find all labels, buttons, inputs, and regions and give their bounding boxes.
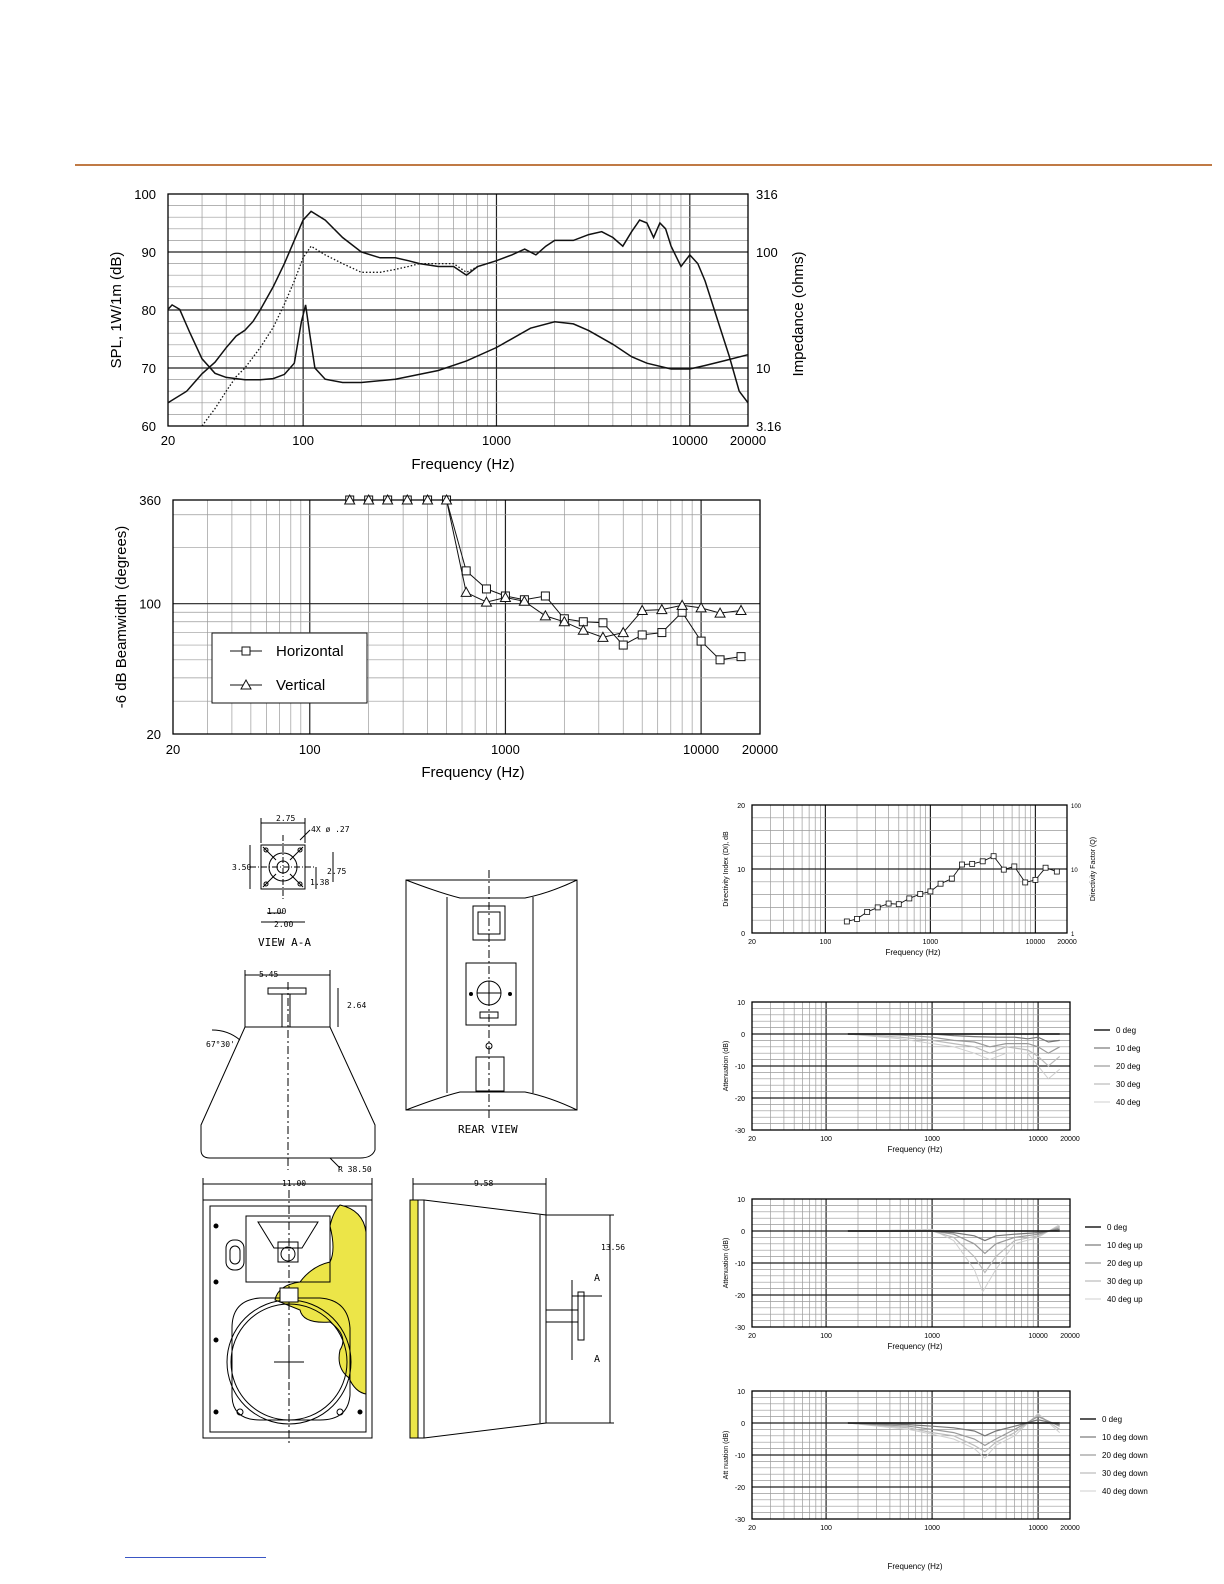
data-point-square: [638, 631, 646, 639]
top-view-labels: [206, 970, 372, 1174]
y2-tick-label: 100: [1071, 804, 1082, 810]
y2-axis-label: Directivity Factor (Q): [1090, 836, 1097, 902]
data-point-square: [1023, 880, 1028, 885]
legend-label: 10 deg up: [1107, 1241, 1143, 1250]
data-point-square: [1001, 867, 1006, 872]
legend-label: 0 deg: [1107, 1223, 1128, 1232]
legend-label: 10 deg: [1116, 1044, 1141, 1053]
data-point-square: [855, 916, 860, 921]
data-point-square: [960, 862, 965, 867]
data-point-triangle: [677, 600, 687, 609]
label-plate: [476, 1057, 504, 1091]
y2-axis-label: Impedance (ohms): [790, 251, 807, 377]
data-point-square: [541, 592, 549, 600]
x-tick-label: 20000: [1060, 1525, 1080, 1532]
dim-text: 9.58: [474, 1179, 494, 1188]
x-axis-label: Frequency (Hz): [411, 456, 515, 473]
data-point-triangle: [461, 587, 471, 596]
y2-tick-label: 316: [756, 187, 778, 202]
side-view-labels: [474, 1179, 625, 1365]
data-point-square: [896, 902, 901, 907]
legend-label: 0 deg: [1116, 1026, 1137, 1035]
x-axis-label: Frequency (Hz): [887, 1342, 943, 1351]
x-tick-label: 100: [820, 1136, 832, 1143]
legend: [1080, 1415, 1148, 1496]
dim-text: 13.56: [601, 1243, 626, 1252]
legend: [1085, 1223, 1143, 1304]
x-tick-label: 1000: [924, 1333, 940, 1340]
bracket-arm: [282, 994, 290, 1027]
legend-label: 30 deg down: [1102, 1469, 1148, 1478]
dim-text: 1.00: [267, 907, 287, 916]
y-tick-label: -20: [734, 1293, 745, 1300]
x-tick-label: 20000: [729, 433, 767, 448]
data-point-square: [462, 567, 470, 575]
x-tick-label: 10000: [1028, 1136, 1048, 1143]
x-tick-label: 1000: [924, 1136, 940, 1143]
y2-tick-label: 3.16: [756, 419, 782, 434]
y-axis-label: Att nuation (dB): [723, 1430, 730, 1480]
y-tick-label: -20: [734, 1485, 745, 1492]
y-tick-label: 0: [741, 1229, 745, 1236]
legend-label: 40 deg up: [1107, 1295, 1143, 1304]
dim-text: 2.64: [347, 1001, 367, 1010]
x-tick-label: 20000: [1057, 939, 1077, 946]
y-axis-label: -6 dB Beamwidth (degrees): [113, 525, 130, 709]
data-point-square: [619, 641, 627, 649]
dim-text: 3.50: [232, 863, 252, 872]
y-axis-label: Directivity Index (DI), dB: [723, 831, 730, 907]
legend: [212, 633, 367, 703]
x-tick-label: 10000: [1028, 1333, 1048, 1340]
grille-edge: [410, 1200, 418, 1438]
charts-layer: [108, 187, 1148, 1571]
data-point-square: [949, 876, 954, 881]
x-axis-label: Frequency (Hz): [885, 948, 941, 957]
x-tick-label: 100: [819, 939, 832, 946]
y-tick-label: 10: [737, 1197, 745, 1204]
y-tick-label: 0: [741, 1421, 745, 1428]
y-tick-label: -10: [734, 1453, 745, 1460]
chart-directivity: [723, 803, 1097, 957]
data-point-square: [844, 919, 849, 924]
data-point-square: [737, 653, 745, 661]
y-tick-label: 70: [141, 361, 156, 376]
data-point-square: [875, 905, 880, 910]
x-tick-label: 20: [748, 1333, 756, 1340]
drawing-front-view: [203, 1178, 372, 1445]
chart-vdownattn: [723, 1389, 1148, 1571]
dim-text: 4X ø .27: [311, 825, 350, 834]
x-tick-label: 20: [160, 433, 176, 448]
data-point-square: [928, 889, 933, 894]
x-tick-label: 20: [165, 742, 181, 757]
drawing-side-view: [410, 1178, 614, 1438]
data-point-triangle: [736, 605, 746, 614]
y-tick-label: -10: [734, 1261, 745, 1268]
chart-vupattn: [723, 1197, 1143, 1351]
section-marker: A: [594, 1273, 601, 1284]
side-bracket: [578, 1292, 584, 1340]
x-tick-label: 100: [820, 1333, 832, 1340]
data-point-square: [970, 861, 975, 866]
front-width-dim: 11.00: [282, 1179, 307, 1188]
legend-label: 20 deg: [1116, 1062, 1141, 1071]
data-point-square: [482, 585, 490, 593]
y-tick-label: 10: [737, 1389, 745, 1396]
y-axis-label: Attenuation (dB): [723, 1237, 730, 1289]
legend-label: 40 deg down: [1102, 1487, 1148, 1496]
section-marker: A: [594, 1354, 601, 1365]
x-tick-label: 10000: [671, 433, 708, 448]
y-tick-label: 100: [139, 596, 161, 612]
legend-label: 30 deg: [1116, 1080, 1141, 1089]
legend-label: 40 deg: [1116, 1098, 1141, 1107]
x-tick-label: 20: [748, 1136, 756, 1143]
x-tick-label: 20000: [1060, 1333, 1080, 1340]
dim-text: R 38.50: [338, 1165, 372, 1174]
dim-text: 5.45: [259, 970, 279, 979]
y-axis-label: SPL, 1W/1m (dB): [108, 251, 125, 369]
y-tick-label: 20: [146, 727, 161, 742]
y-tick-label: -30: [734, 1325, 745, 1332]
x-axis-label: Frequency (Hz): [887, 1145, 943, 1154]
y-tick-label: 360: [139, 493, 161, 508]
drawing-top-view: [201, 970, 375, 1170]
x-tick-label: 20: [748, 1525, 756, 1532]
legend-label: 20 deg up: [1107, 1259, 1143, 1268]
dim-text: 2.00: [274, 920, 294, 929]
data-point-square: [886, 901, 891, 906]
x-tick-label: 10000: [1025, 939, 1046, 946]
y2-tick-label: 10: [756, 360, 771, 376]
y-tick-label: -10: [734, 1064, 745, 1071]
data-point-square: [991, 854, 996, 859]
side-outline: [418, 1200, 546, 1438]
drawing-rear-view: [406, 870, 577, 1118]
x-tick-label: 1000: [482, 433, 511, 448]
y-tick-label: -20: [734, 1096, 745, 1103]
port: [226, 1240, 244, 1270]
x-tick-label: 20000: [741, 742, 779, 757]
legend-label: 0 deg: [1102, 1415, 1123, 1424]
data-point-square: [980, 859, 985, 864]
legend-label: Horizontal: [276, 643, 344, 660]
data-point-square: [918, 891, 923, 896]
data-point-square: [1054, 869, 1059, 874]
y-tick-label: -30: [734, 1517, 745, 1524]
chart-spl: [108, 187, 807, 473]
y-tick-label: 80: [141, 303, 156, 318]
legend-label: Vertical: [276, 677, 326, 694]
dim-text: 2.75: [276, 814, 296, 823]
y2-tick-label: 10: [1071, 868, 1078, 874]
y-tick-label: 60: [141, 419, 156, 434]
x-tick-label: 1000: [924, 1525, 940, 1532]
y-tick-label: 10: [737, 1000, 745, 1007]
series-line: [168, 305, 748, 383]
x-axis-label: Frequency (Hz): [887, 1562, 943, 1571]
legend-label: 20 deg down: [1102, 1451, 1148, 1460]
data-point-square: [716, 656, 724, 664]
legend-label: 10 deg down: [1102, 1433, 1148, 1442]
y2-tick-label: 1: [1071, 932, 1075, 938]
data-point-square: [599, 619, 607, 627]
data-point-square: [1043, 865, 1048, 870]
dim-text: 2.75: [327, 867, 347, 876]
x-tick-label: 1000: [490, 742, 520, 757]
data-point-triangle: [578, 625, 588, 634]
y-tick-label: 0: [741, 931, 745, 938]
data-point-square: [907, 896, 912, 901]
y-tick-label: 20: [737, 803, 745, 810]
x-tick-label: 10000: [1028, 1525, 1048, 1532]
y-tick-label: 0: [741, 1032, 745, 1039]
data-point-square: [658, 629, 666, 637]
legend-marker-square: [242, 647, 250, 655]
y-tick-label: 90: [141, 245, 156, 260]
dim-text: 1.38: [310, 878, 330, 887]
legend: [1094, 1026, 1140, 1107]
x-tick-label: 10000: [683, 742, 720, 757]
dim-text: 67°30': [206, 1040, 235, 1049]
rear-outline: [406, 880, 577, 1110]
x-axis-label: Frequency (Hz): [421, 764, 525, 781]
data-point-square: [1012, 864, 1017, 869]
data-point-square: [697, 637, 705, 645]
x-tick-label: 100: [298, 742, 321, 757]
legend-label: 30 deg up: [1107, 1277, 1143, 1286]
bracket-plate-top: [268, 988, 306, 994]
y-tick-label: 10: [737, 867, 745, 874]
x-tick-label: 100: [820, 1525, 832, 1532]
y-tick-label: 100: [134, 187, 156, 202]
data-point-square: [1033, 877, 1038, 882]
rear-view-title: REAR VIEW: [458, 1123, 518, 1136]
x-tick-label: 1000: [922, 939, 939, 946]
y2-tick-label: 100: [756, 244, 778, 260]
x-tick-label: 20000: [1060, 1136, 1080, 1143]
x-tick-label: 100: [292, 433, 314, 448]
y-axis-label: Attenuation (dB): [723, 1040, 730, 1092]
view-aa-title: VIEW A-A: [258, 936, 311, 949]
x-tick-label: 20: [748, 939, 756, 946]
chart-hattn: [723, 1000, 1140, 1154]
chart-beamwidth: [113, 493, 778, 781]
data-point-square: [938, 881, 943, 886]
data-point-square: [865, 909, 870, 914]
y-tick-label: -30: [734, 1128, 745, 1135]
